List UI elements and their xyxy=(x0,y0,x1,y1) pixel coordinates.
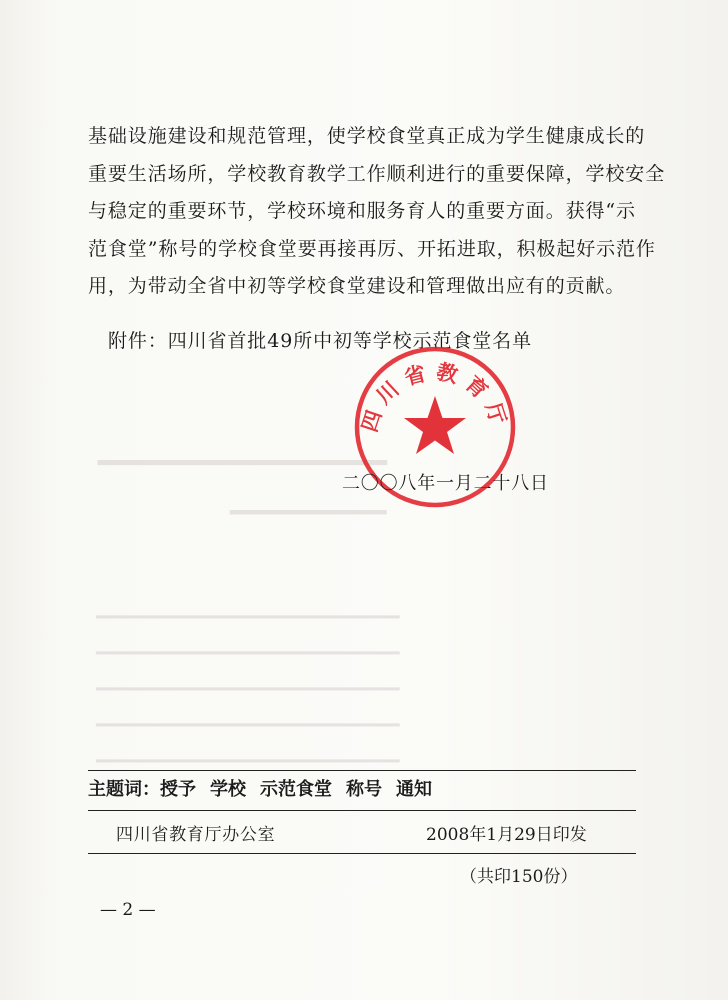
body-line: 范食堂”称号的学校食堂要再接再厉、开拓进取，积极起好示范作 xyxy=(88,237,656,260)
body-line: 基础设施建设和规范管理，使学校食堂真正成为学生健康成长的 xyxy=(88,125,646,147)
print-date: 2008年1月29日印发 xyxy=(426,825,587,845)
subject-keyword: 称号 xyxy=(346,779,382,800)
divider-bottom xyxy=(88,853,636,854)
body-line: 用，为带动全省中初等学校食堂建设和管理做出应有的贡献。 xyxy=(88,275,626,298)
subject-label: 主题词： xyxy=(88,779,160,800)
divider-middle xyxy=(88,810,636,811)
bleed-through-heading: ━━━━━━━━━━━━━━━━ xyxy=(98,446,387,481)
body-paragraph xyxy=(88,118,666,306)
print-copies: （共印150份） xyxy=(460,867,578,887)
subject-keywords xyxy=(88,775,432,801)
bleed-through-lines: ━━━━━━━━━━━━━━━━━━━━━━━━━━━━ ━━━━━━━━━━━━━━━━━━━━━━━━━━━━ ━━━━━━━━━━━━━━━━━━━━━━━━━━━━ ━━━━━━━━━━━━━━━━━━━━━━━━━━━━ ━━━━━━━━━━━━━━━━━━━━━━━━━━━━ xyxy=(96,607,400,772)
subject-keyword: 授予 xyxy=(160,779,196,800)
divider-top xyxy=(88,770,636,771)
subject-keyword: 学校 xyxy=(210,779,246,800)
body-line: 与稳定的重要环节，学校环境和服务育人的重要方面。获得“示 xyxy=(88,200,636,223)
seal-text: 四川省教育厅 xyxy=(357,359,513,435)
star-icon xyxy=(404,396,466,454)
body-line: 重要生活场所，学校教育教学工作顺利进行的重要保障，学校安全 xyxy=(88,162,666,185)
attachment-note: 附件：四川省首批49所中初等学校示范食堂名单 xyxy=(108,330,532,352)
subject-keyword: 示范食堂 xyxy=(260,779,332,800)
subject-keyword: 通知 xyxy=(396,779,432,800)
bleed-through-subheading: ━━━━━━━━━━ xyxy=(230,498,387,528)
page-number: — 2 — xyxy=(100,900,156,920)
issue-date: 二〇〇八年一月二十八日 xyxy=(342,473,549,494)
issuing-office: 四川省教育厅办公室 xyxy=(116,825,276,845)
